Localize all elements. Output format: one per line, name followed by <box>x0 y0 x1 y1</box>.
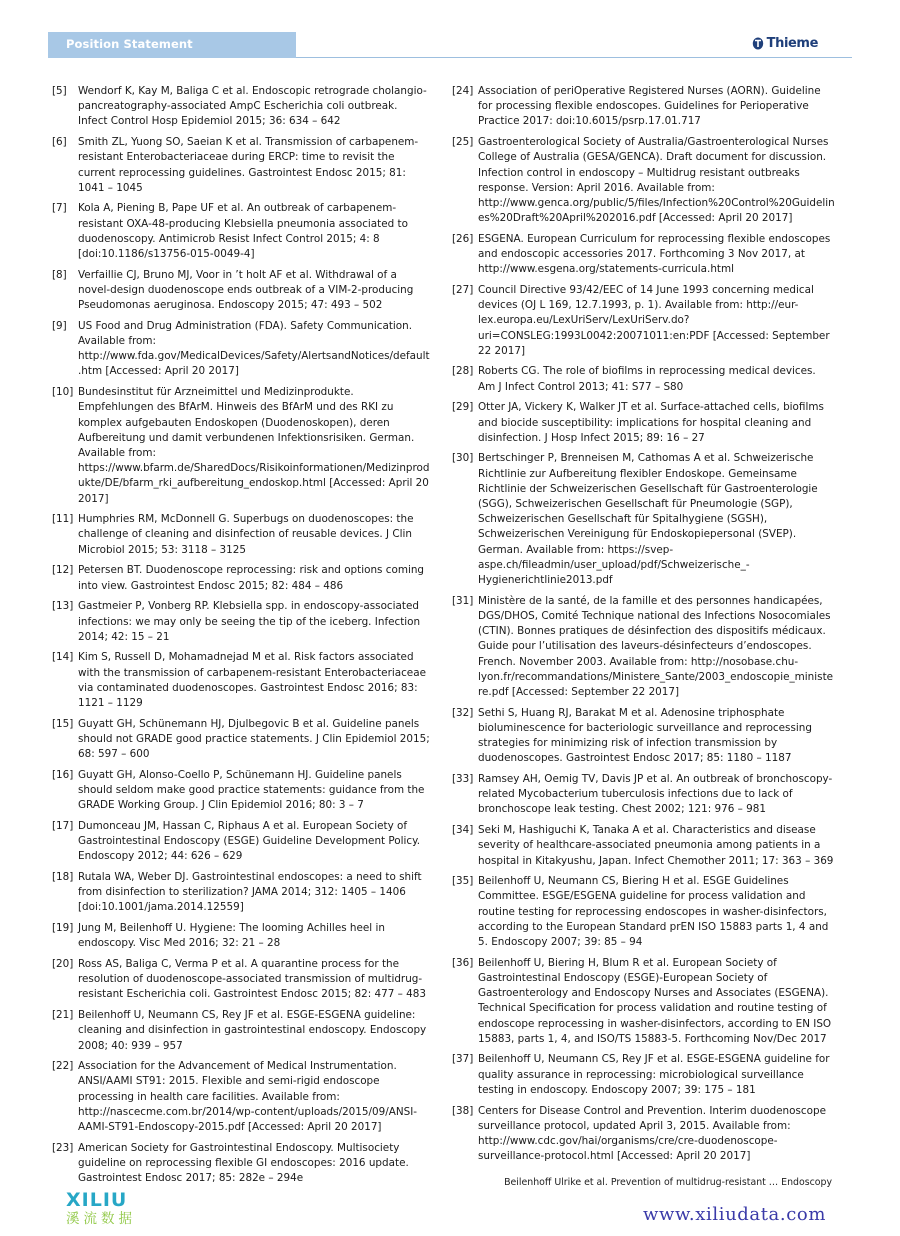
reference-number: [21] <box>52 1009 74 1022</box>
reference-item <box>52 512 430 558</box>
reference-item <box>52 1141 430 1187</box>
reference-number: [12] <box>52 564 74 577</box>
thieme-emblem-icon <box>752 37 764 50</box>
reference-text: Roberts CG. The role of biofilms in reprocessing medical devices. Am J Infect Control 2013; 41: S77 – S80 <box>478 365 816 393</box>
reference-number: [32] <box>452 706 474 719</box>
reference-text: Dumonceau JM, Hassan C, Riphaus A et al. European Society of Gastrointestinal Endoscopy (ESGE) Guideline Development Policy. Endoscopy 2012; 44: 626 – 629 <box>78 819 421 863</box>
reference-text: Otter JA, Vickery K, Walker JT et al. Surface-attached cells, biofilms and biocide susceptibility: implications for hospital cleaning and disinfection. J Hosp Infect 2015; 89: 16 – 27 <box>478 401 824 444</box>
reference-text: Beilenhoff U, Neumann CS, Rey JF et al. ESGE-ESGENA guideline for quality assurance in reprocessing: microbiological surveillance testing in endoscopy. Endoscopy 2007; 39: 175 – 181 <box>478 1053 830 1096</box>
reference-item <box>52 650 430 711</box>
reference-text: Centers for Disease Control and Prevention. Interim duodenoscope surveillance protocol, updated April 3, 2015. Available from: http://www.cdc.gov/hai/organisms/cre/cre-duodenoscope-surveillance-protocol.html [Accessed: April 20 2017] <box>478 1104 826 1163</box>
reference-text: Bertschinger P, Brenneisen M, Cathomas A et al. Schweizerische Richtlinie zur Aufbereitung flexibler Endoskope. Gemeinsame Richtlinie der Schweizerischen Gesellschaft für Gastroenterologie (SGG), Schweizerischen Gesellschaft für Pneumologie (SGP), Schweizerischen Gesellschaft für Spitalhygiene (SGSH), Schweizerischen Vereinigung für Endoskopiepersonal (SVEP). German. Available from: https://svep-aspe.ch/fileadmin/user_upload/pdf/Schweizerische_-Hygienerichtlinie2013.pdf <box>478 452 818 587</box>
reference-number: [18] <box>52 871 74 884</box>
reference-number: [7] <box>52 202 67 215</box>
reference-text: Bundesinstitut für Arzneimittel und Medizinprodukte. Empfehlungen des BfArM. Hinweis des BfArM und des RKI zu komplex aufgebauten Endoskopen (Duodenoskopen), deren Aufbereitung und damit verbundenen Infektionsrisiken. German. Available from: https://www.bfarm.de/SharedDocs/Risikoinformationen/Medizinprodukte/DE/bfarm_rki_aufbereitung_endoskop.html [Accessed: April 20 2017] <box>78 386 430 505</box>
reference-text: Guyatt GH, Alonso-Coello P, Schünemann HJ. Guideline panels should seldom make good practice statements: guidance from the GRADE Working Group. J Clin Epidemiol 2016; 80: 3 – 7 <box>78 768 425 812</box>
header-rule <box>296 57 852 58</box>
reference-item <box>452 594 836 700</box>
reference-item <box>52 201 430 262</box>
reference-number: [30] <box>452 452 474 465</box>
reference-text: US Food and Drug Administration (FDA). Safety Communication. Available from: http://www.fda.gov/MedicalDevices/Safety/AlertsandNotices/default.htm [Accessed: April 20 2017] <box>78 319 430 378</box>
reference-text: American Society for Gastrointestinal Endoscopy. Multisociety guideline on reprocessing flexible GI endoscopes: 2016 update. Gastrointest Endosc 2017; 85: 282e – 294e <box>78 1141 409 1185</box>
reference-item <box>452 283 836 359</box>
reference-number: [23] <box>52 1141 74 1154</box>
reference-number: [29] <box>452 401 474 414</box>
reference-number: [25] <box>452 136 474 149</box>
reference-item <box>452 232 836 278</box>
reference-number: [11] <box>52 513 74 526</box>
reference-text: Ministère de la santé, de la famille et des personnes handicapées, DGS/DHOS, Comité Technique national des Infections Nosocomiales (CTIN). Bonnes pratiques de désinfection des dispositifs médicaux. Guide pour l’utilisation des laveurs-désinfecteurs d’endoscopes. French. November 2003. Available from: http://nosobase.chu-lyon.fr/recommandations/Ministere_Sante/2003_endoscopie_ministere.pdf [Accessed: September 22 2017] <box>478 594 834 699</box>
reference-text: Council Directive 93/42/EEC of 14 June 1993 concerning medical devices (OJ L 169, 12.7.1993, p. 1). Available from: http://eur-lex.europa.eu/LexUriServ/LexUriServ.do?uri=CONSLEG:1993L0042:20071011:en:PDF [Accessed: September 22 2017] <box>478 283 830 357</box>
reference-text: Seki M, Hashiguchi K, Tanaka A et al. Characteristics and disease severity of healthcare-associated pneumonia among patients in a hospital in Kitakyushu, Japan. Infect Chemother 2011; 17: 363 – 369 <box>478 824 834 867</box>
reference-item <box>52 268 430 314</box>
reference-number: [10] <box>52 386 74 399</box>
logo-chinese-text: 溪流数据 <box>66 1211 136 1227</box>
reference-item <box>52 870 430 916</box>
reference-number: [27] <box>452 283 474 296</box>
reference-number: [16] <box>52 768 74 781</box>
reference-number: [15] <box>52 717 74 730</box>
reference-item <box>452 874 836 950</box>
reference-number: [35] <box>452 875 474 888</box>
reference-text: Beilenhoff U, Biering H, Blum R et al. European Society of Gastrointestinal Endoscopy (ESGE)-European Society of Gastroenterology and Endoscopy Nurses and Associates (ESGENA). Technical Specification for process validation and routine testing of endoscope reprocessing in washer-disinfectors, according to EN ISO 15883, parts 1, 4, and ISO/TS 15883-5. Forthcoming Nov/Dec 2017 <box>478 956 832 1045</box>
xiliu-logo <box>66 1190 160 1230</box>
reference-number: [31] <box>452 594 474 607</box>
publisher-logo <box>752 36 818 51</box>
reference-number: [6] <box>52 136 67 149</box>
reference-item <box>52 768 430 814</box>
reference-column-left <box>52 84 430 1192</box>
reference-text: Kim S, Russell D, Mohamadnejad M et al. Risk factors associated with the transmission of carbapenem-resistant Enterobacteriaceae via contaminated duodenoscopes. Gastrointest Endosc 2016; 83: 1121 – 1129 <box>78 651 426 710</box>
reference-text: Ramsey AH, Oemig TV, Davis JP et al. An outbreak of bronchoscopy-related Mycobacterium tuberculosis infections due to lack of bronchoscope leak testing. Chest 2002; 121: 976 – 981 <box>478 773 833 816</box>
reference-number: [33] <box>452 773 474 786</box>
reference-text: Ross AS, Baliga C, Verma P et al. A quarantine process for the resolution of duodenoscope-associated transmission of multidrug-resistant Escherichia coli. Gastrointest Endosc 2015; 82: 477 – 483 <box>78 958 426 1001</box>
logo-latin-text: XILIU <box>66 1189 128 1211</box>
reference-item <box>52 819 430 865</box>
reference-text: Gastmeier P, Vonberg RP. Klebsiella spp. in endoscopy-associated infections: we may only be seeing the tip of the iceberg. Infection 2014; 42: 15 – 21 <box>78 600 421 643</box>
reference-text: Kola A, Piening B, Pape UF et al. An outbreak of carbapenem-resistant OXA-48-producing Klebsiella pneumonia associated to duodenoscopy. Antimicrob Resist Infect Control 2015; 4: 8 [doi:10.1186/s13756-015-0049-4] <box>78 202 408 261</box>
watermark-url: www.xiliudata.com <box>643 1204 826 1225</box>
reference-item <box>452 451 836 588</box>
reference-number: [9] <box>52 319 67 332</box>
reference-number: [17] <box>52 819 74 832</box>
reference-number: [20] <box>52 958 74 971</box>
reference-item <box>52 1008 430 1054</box>
reference-item <box>452 823 836 869</box>
reference-item <box>452 706 836 767</box>
reference-text: Wendorf K, Kay M, Baliga C et al. Endoscopic retrograde cholangio-pancreatography-associated AmpC Escherichia coli outbreak. Infect Control Hosp Epidemiol 2015; 36: 634 – 642 <box>78 85 427 128</box>
reference-text: Beilenhoff U, Neumann CS, Rey JF et al. ESGE-ESGENA guideline: cleaning and disinfection in gastrointestinal endoscopy. Endoscopy 2008; 40: 939 – 957 <box>78 1009 427 1052</box>
reference-text: Association of periOperative Registered Nurses (AORN). Guideline for processing flexible endoscopes. Guidelines for Perioperative Practice 2017: doi:10.6015/psrp.17.01.717 <box>478 85 821 128</box>
reference-item <box>52 563 430 593</box>
reference-item <box>52 921 430 951</box>
reference-number: [13] <box>52 600 74 613</box>
reference-item <box>452 400 836 446</box>
reference-item <box>452 364 836 394</box>
reference-column-right <box>452 84 836 1170</box>
reference-number: [8] <box>52 268 67 281</box>
reference-number: [38] <box>452 1104 474 1117</box>
reference-text: Gastroenterological Society of Australia/Gastroenterological Nurses College of Australia (GESA/GENCA). Draft document for discussion. Infection control in endoscopy – Multidrug resistant outbreaks response. Version: April 2016. Available from: http://www.genca.org/public/5/files/Infection%20Control%20Guidelines%20Draft%20April%202016.pdf [Accessed: April 20 2017] <box>478 136 835 225</box>
reference-item <box>52 599 430 645</box>
reference-text: Guyatt GH, Schünemann HJ, Djulbegovic B et al. Guideline panels should not GRADE good practice statements. J Clin Epidemiol 2015; 68: 597 – 600 <box>78 717 430 761</box>
section-title: Position Statement <box>66 37 193 51</box>
reference-number: [19] <box>52 922 74 935</box>
footer-citation: Beilenhoff Ulrike et al. Prevention of multidrug-resistant … Endoscopy <box>504 1177 832 1188</box>
reference-number: [22] <box>52 1060 74 1073</box>
reference-item <box>452 1104 836 1165</box>
reference-text: Association for the Advancement of Medical Instrumentation. ANSI/AAMI ST91: 2015. Flexible and semi-rigid endoscope processing in health care facilities. Available from: http://nascecme.com.br/2014/wp-content/uploads/2015/09/ANSI-AAMI-ST91-Endoscopy-2015.pdf [Accessed: April 20 2017] <box>78 1060 418 1134</box>
reference-item <box>452 135 836 226</box>
reference-item <box>452 956 836 1047</box>
reference-number: [14] <box>52 651 74 664</box>
reference-item <box>452 84 836 130</box>
reference-text: ESGENA. European Curriculum for reprocessing flexible endoscopes and endoscopic accessories 2017. Forthcoming 3 Nov 2017, at http://www.esgena.org/statements-curricula.html <box>478 232 831 276</box>
reference-number: [36] <box>452 956 474 969</box>
reference-item <box>52 84 430 130</box>
reference-item <box>52 1059 430 1135</box>
reference-text: Smith ZL, Yuong SO, Saeian K et al. Transmission of carbapenem-resistant Enterobacteriaceae during ERCP: time to revisit the current reprocessing guidelines. Gastrointest Endosc 2015; 81: 1041 – 1045 <box>78 136 419 194</box>
reference-number: [24] <box>452 85 474 97</box>
reference-item <box>452 1052 836 1098</box>
reference-item <box>52 385 430 507</box>
reference-item <box>52 135 430 196</box>
reference-number: [26] <box>452 232 474 245</box>
reference-item <box>52 957 430 1003</box>
reference-number: [5] <box>52 85 67 97</box>
reference-number: [28] <box>452 365 474 378</box>
reference-item <box>52 717 430 763</box>
reference-text: Sethi S, Huang RJ, Barakat M et al. Adenosine triphosphate bioluminescence for bacteriologic surveillance and reprocessing strategies for minimizing risk of infection transmission by duodenoscopes. Gastrointest Endosc 2017; 85: 1180 – 1187 <box>478 706 812 765</box>
publisher-name: Thieme <box>766 36 818 51</box>
reference-number: [37] <box>452 1053 474 1066</box>
reference-text: Verfaillie CJ, Bruno MJ, Voor in ’t holt AF et al. Withdrawal of a novel-design duodenoscope ends outbreak of a VIM-2-producing Pseudomonas aeruginosa. Endoscopy 2015; 47: 493 – 502 <box>78 268 414 312</box>
reference-text: Jung M, Beilenhoff U. Hygiene: The looming Achilles heel in endoscopy. Visc Med 2016; 32: 21 – 28 <box>78 922 385 950</box>
reference-item <box>452 772 836 818</box>
reference-text: Petersen BT. Duodenoscope reprocessing: risk and options coming into view. Gastrointest Endosc 2015; 82: 484 – 486 <box>78 564 425 592</box>
reference-text: Beilenhoff U, Neumann CS, Biering H et al. ESGE Guidelines Committee. ESGE/ESGENA guideline for process validation and routine testing for reprocessing endoscopes in washer-disinfectors, according to the European Standard prEN ISO 15883 parts 1, 4 and 5. Endoscopy 2007; 39: 85 – 94 <box>478 875 829 949</box>
reference-text: Rutala WA, Weber DJ. Gastrointestinal endoscopes: a need to shift from disinfection to sterilization? JAMA 2014; 312: 1405 – 1406 [doi:10.1001/jama.2014.12559] <box>78 871 422 914</box>
reference-text: Humphries RM, McDonnell G. Superbugs on duodenoscopes: the challenge of cleaning and disinfection of reusable devices. J Clin Microbiol 2015; 53: 3118 – 3125 <box>78 513 414 556</box>
reference-item <box>52 319 430 380</box>
reference-number: [34] <box>452 824 474 837</box>
